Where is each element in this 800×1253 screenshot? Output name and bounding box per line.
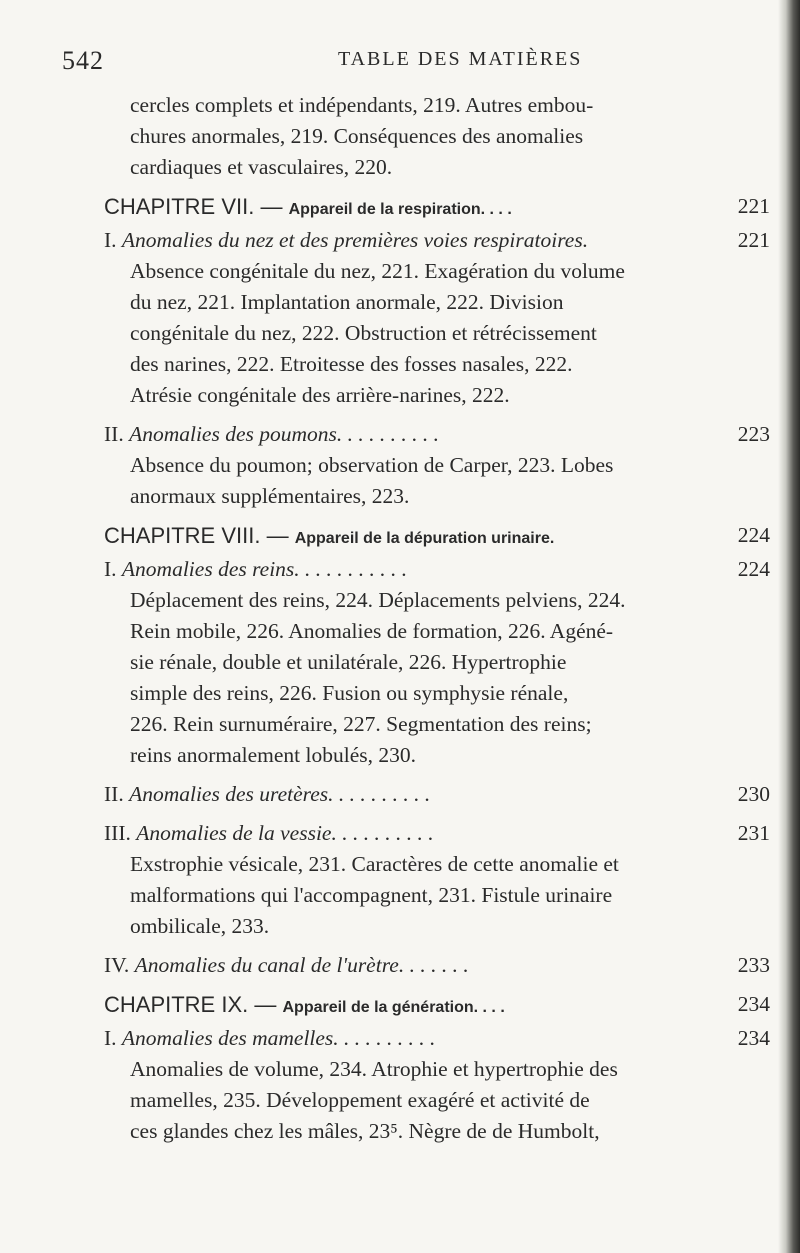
section-number: I. xyxy=(104,557,117,581)
running-head: TABLE DES MATIÈRES xyxy=(338,48,583,70)
text-line: sie rénale, double et unilatérale, 226. Hypertrophie xyxy=(130,650,567,674)
chapter-label: CHAPITRE IX. — xyxy=(104,992,283,1017)
text-line: Exstrophie vésicale, 231. Caractères de cette anomalie et xyxy=(130,852,619,876)
section-title: Anomalies des uretères. . . . . . . . . . xyxy=(129,782,431,806)
section-title: Anomalies du nez et des premières voies respiratoires. xyxy=(121,228,589,252)
page-ref: 231 xyxy=(737,821,770,845)
section-heading xyxy=(104,419,772,450)
page-ref: 221 xyxy=(737,194,770,218)
section-number: II. xyxy=(104,422,124,446)
chapter-title: Appareil de la génération. . . . xyxy=(282,999,505,1016)
chapter-label: CHAPITRE VIII. — xyxy=(104,523,295,548)
chapter-title: Appareil de la dépuration urinaire. xyxy=(294,530,555,547)
page-ref: 234 xyxy=(737,992,770,1016)
text-line: simple des reins, 226. Fusion ou symphysie rénale, xyxy=(130,681,569,705)
text-line: malformations qui l'accompagnent, 231. Fistule urinaire xyxy=(130,883,613,907)
page-ref: 224 xyxy=(737,523,770,547)
text-line: Rein mobile, 226. Anomalies de formation, 226. Agéné- xyxy=(130,619,614,643)
section-title: Anomalies du canal de l'urètre. . . . . . . xyxy=(134,953,469,977)
page-ref: 233 xyxy=(737,953,770,977)
text-line: du nez, 221. Implantation anormale, 222. Division xyxy=(130,290,564,314)
section-title: Anomalies des poumons. . . . . . . . . . xyxy=(129,422,440,446)
text-line: anormaux supplémentaires, 223. xyxy=(130,484,410,508)
text-line: Atrésie congénitale des arrière-narines, 222. xyxy=(130,383,510,407)
section-number: II. xyxy=(104,782,124,806)
text-line: des narines, 222. Etroitesse des fosses nasales, 222. xyxy=(130,352,573,376)
text-line: 226. Rein surnuméraire, 227. Segmentation des reins; xyxy=(130,712,592,736)
section-title: Anomalies de la vessie. . . . . . . . . . xyxy=(136,821,434,845)
chapter-title: Appareil de la respiration. . . . xyxy=(288,201,512,218)
text-line: Absence du poumon; observation de Carper, 223. Lobes xyxy=(130,453,614,477)
chapter-heading-8 xyxy=(104,520,772,554)
text-line: congénitale du nez, 222. Obstruction et rétrécissement xyxy=(130,321,597,345)
section-heading xyxy=(104,818,772,849)
book-binding-shadow xyxy=(778,0,800,1253)
section-heading xyxy=(104,1023,772,1054)
section-heading xyxy=(104,779,772,810)
page-ref: 221 xyxy=(737,228,770,252)
section-number: IV. xyxy=(104,953,130,977)
toc-content xyxy=(104,90,772,1147)
text-line: Déplacement des reins, 224. Déplacements pelviens, 224. xyxy=(130,588,626,612)
text-line: Anomalies de volume, 234. Atrophie et hypertrophie des xyxy=(130,1057,618,1081)
section-number: I. xyxy=(104,1026,117,1050)
text-line: ombilicale, 233. xyxy=(130,914,270,938)
chapter-heading-9 xyxy=(104,989,772,1023)
text-line: cardiaques et vasculaires, 220. xyxy=(130,155,393,179)
text-line: Absence congénitale du nez, 221. Exagération du volume xyxy=(130,259,625,283)
chapter-label: CHAPITRE VII. — xyxy=(104,194,289,219)
section-number: III. xyxy=(104,821,131,845)
text-line: mamelles, 235. Développement exagéré et activité de xyxy=(130,1088,590,1112)
section-heading xyxy=(104,950,772,981)
text-line: cercles complets et indépendants, 219. Autres embou- xyxy=(130,93,594,117)
section-title: Anomalies des mamelles. . . . . . . . . . xyxy=(121,1026,436,1050)
page-ref: 234 xyxy=(737,1026,770,1050)
page-ref: 223 xyxy=(737,422,770,446)
section-heading xyxy=(104,554,772,585)
text-line: reins anormalement lobulés, 230. xyxy=(130,743,416,767)
section-number: I. xyxy=(104,228,117,252)
section-heading xyxy=(104,225,772,256)
page-number: 542 xyxy=(62,46,104,75)
chapter-heading-7 xyxy=(104,191,772,225)
text-line: ces glandes chez les mâles, 23⁵. Nègre de de Humbolt, xyxy=(130,1119,600,1143)
text-line: chures anormales, 219. Conséquences des anomalies xyxy=(130,124,584,148)
page-ref: 230 xyxy=(737,782,770,806)
section-title: Anomalies des reins. . . . . . . . . . . xyxy=(121,557,408,581)
page-ref: 224 xyxy=(737,557,770,581)
